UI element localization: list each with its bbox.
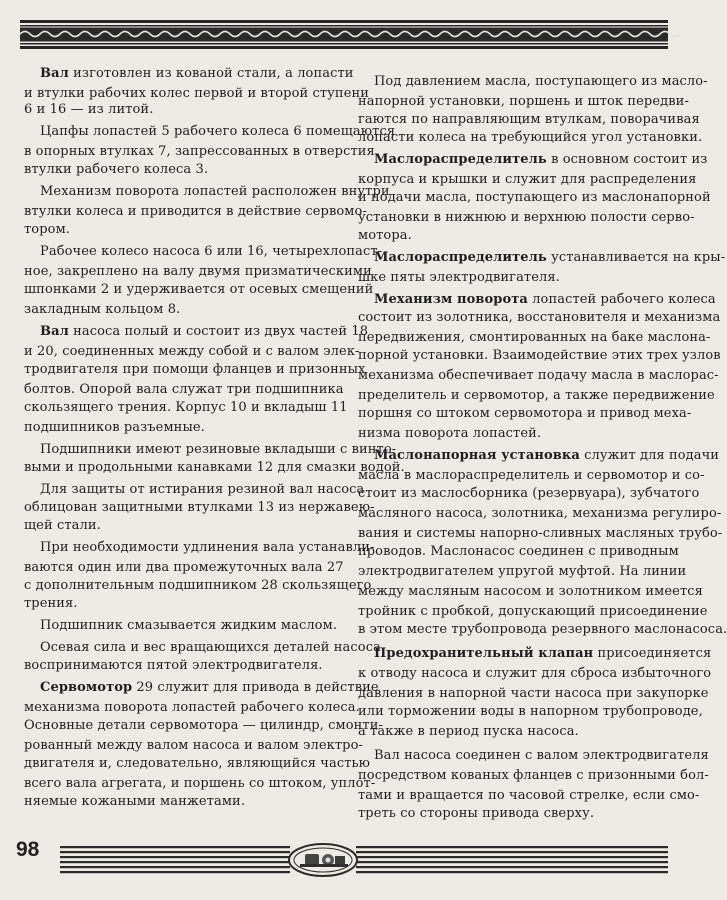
- text-line: масляного насоса, золотника, механизма регулиро-: [358, 506, 722, 521]
- text-line: механизма поворота лопастей рабочего колеса.: [24, 700, 360, 715]
- text-line: мотора.: [358, 228, 412, 243]
- text-line: посредством кованых фланцев с призонными бол-: [358, 768, 709, 783]
- text-line: Под давлением масла, поступающего из масло-: [374, 74, 708, 89]
- text-line: корпуса и крышки и служит для распределения: [358, 172, 697, 187]
- text-line: и подачи масла, поступающего из маслонапорной: [358, 190, 711, 205]
- text-line: 6 и 16 — из литой.: [24, 102, 154, 117]
- text-line: закладным кольцом 8.: [24, 302, 181, 317]
- text-line: двигателя и, следовательно, являющийся частью: [24, 756, 371, 771]
- text-line: лопасти колеса на требующийся угол установки.: [358, 130, 703, 145]
- text-line: Подшипник смазывается жидким маслом.: [40, 618, 338, 633]
- lead-term: Вал: [40, 66, 69, 81]
- text-line: тройник с пробкой, допускающий присоединение: [358, 604, 708, 619]
- text-line: установки в нижнюю и верхнюю полости серво-: [358, 210, 695, 225]
- text-line: Осевая сила и вес вращающихся деталей насоса: [40, 640, 381, 655]
- text-line: няемые кожаными манжетами.: [24, 794, 246, 809]
- text-line: пределитель и сервомотор, а также передвижение: [358, 388, 715, 403]
- lead-term: Сервомотор: [40, 680, 133, 695]
- text-line: Механизм поворота лопастей рабочего колеса: [374, 292, 716, 307]
- text-line: Вал насоса полый и состоит из двух частей 18: [40, 324, 369, 339]
- text-line: Вал изготовлен из кованой стали, а лопасти: [40, 66, 354, 81]
- text-line: низма поворота лопастей.: [358, 426, 542, 441]
- text-line: втулки рабочего колеса 3.: [24, 162, 209, 177]
- text-line: треть со стороны привода сверху.: [358, 806, 595, 821]
- text-line: ное, закреплено на валу двумя призматическими: [24, 264, 372, 279]
- text-line: Маслораспределитель устанавливается на кры-: [374, 250, 726, 265]
- text-line: выми и продольными канавками 12 для смазки водой.: [24, 460, 405, 475]
- text-line: Маслонапорная установка служит для подачи: [374, 448, 720, 463]
- text-line: стоит из маслосборника (резервуара), зубчатого: [358, 486, 700, 501]
- text-line: воспринимаются пятой электродвигателя.: [24, 658, 323, 673]
- text-line: масла в маслораспределитель и сервомотор и со-: [358, 468, 705, 483]
- text-line: Рабочее колесо насоса 6 или 16, четырехлопаст-: [40, 244, 383, 259]
- text-line: При необходимости удлинения вала устанавли-: [40, 540, 375, 555]
- text-line: Основные детали сервомотора — цилиндр, смонти-: [24, 718, 383, 733]
- text-line: трения.: [24, 596, 78, 611]
- lead-term: Механизм поворота: [374, 292, 528, 307]
- hydraulic-unit-emblem-icon: [289, 844, 357, 876]
- text-line: в этом месте трубопровода резервного маслонасоса.: [358, 622, 727, 637]
- text-line: шпонками 2 и удерживается от осевых смещений: [24, 282, 374, 297]
- text-line: к отводу насоса и служит для сброса избыточного: [358, 666, 712, 681]
- text-line: вания и системы напорно-сливных масляных трубо-: [358, 526, 723, 541]
- text-line: или торможении воды в напорном трубопроводе,: [358, 704, 703, 719]
- page-number: 98: [16, 838, 40, 861]
- text-line: рованный между валом насоса и валом электро-: [24, 738, 364, 753]
- text-line: механизма обеспечивает подачу масла в маслорас-: [358, 368, 719, 383]
- text-line: порной установки. Взаимодействие этих трех узлов: [358, 348, 721, 363]
- bottom-ornamental-border: [60, 840, 668, 880]
- text-line: передвижения, смонтированных на баке маслона-: [358, 330, 711, 345]
- text-line: облицован защитными втулками 13 из нержавею-: [24, 500, 375, 515]
- text-line: Для защиты от истирания резиной вал насоса: [40, 482, 365, 497]
- text-line: Маслораспределитель в основном состоит из: [374, 152, 708, 167]
- text-line: гаются по направляющим втулкам, поворачивая: [358, 112, 700, 127]
- text-line: проводов. Маслонасос соединен с приводным: [358, 544, 679, 559]
- text-line: электродвигателем упругой муфтой. На линии: [358, 564, 687, 579]
- text-line: шке пяты электродвигателя.: [358, 270, 560, 285]
- text-line: между масляным насосом и золотником имеется: [358, 584, 703, 599]
- text-line: тами и вращается по часовой стрелке, если смо-: [358, 788, 700, 803]
- text-line: Вал насоса соединен с валом электродвигателя: [374, 748, 709, 763]
- text-line: ваются один или два промежуточных вала 27: [24, 560, 344, 575]
- text-line: Подшипники имеют резиновые вкладыши с винто-: [40, 442, 397, 457]
- text-line: напорной установки, поршень и шток передви-: [358, 94, 689, 109]
- text-line: щей стали.: [24, 518, 101, 533]
- text-line: Механизм поворота лопастей расположен внутри: [40, 184, 390, 199]
- lead-term: Маслонапорная установка: [374, 448, 580, 463]
- text-line: тродвигателя при помощи фланцев и призонных: [24, 362, 366, 377]
- text-line: всего вала агрегата, и поршень со штоком, уплот-: [24, 776, 376, 791]
- text-line: и 20, соединенных между собой и с валом элек-: [24, 344, 360, 359]
- text-line: с дополнительным подшипником 28 скользящего: [24, 578, 372, 593]
- text-line: Цапфы лопастей 5 рабочего колеса 6 помещаются: [40, 124, 396, 139]
- text-line: Сервомотор 29 служит для привода в действие: [40, 680, 379, 695]
- text-line: болтов. Опорой вала служат три подшипника: [24, 382, 344, 397]
- text-line: состоит из золотника, восстановителя и механизма: [358, 310, 721, 325]
- text-line: в опорных втулках 7, запрессованных в отверстия: [24, 144, 375, 159]
- text-line: а также в период пуска насоса.: [358, 724, 579, 739]
- text-line: и втулки рабочих колес первой и второй ступени: [24, 86, 370, 101]
- lead-term: Вал: [40, 324, 69, 339]
- text-line: подшипников разъемные.: [24, 420, 205, 435]
- top-ornamental-border: [20, 16, 668, 56]
- lead-term: Предохранительный клапан: [374, 646, 594, 661]
- text-line: втулки колеса и приводится в действие сервомо-: [24, 204, 367, 219]
- text-line: тором.: [24, 222, 71, 237]
- text-line: поршня со штоком сервомотора и привод меха-: [358, 406, 692, 421]
- text-line: давления в напорной части насоса при закупорке: [358, 686, 709, 701]
- lead-term: Маслораспределитель: [374, 250, 547, 265]
- text-line: скользящего трения. Корпус 10 и вкладыш 11: [24, 400, 348, 415]
- text-line: Предохранительный клапан присоединяется: [374, 646, 712, 661]
- lead-term: Маслораспределитель: [374, 152, 547, 167]
